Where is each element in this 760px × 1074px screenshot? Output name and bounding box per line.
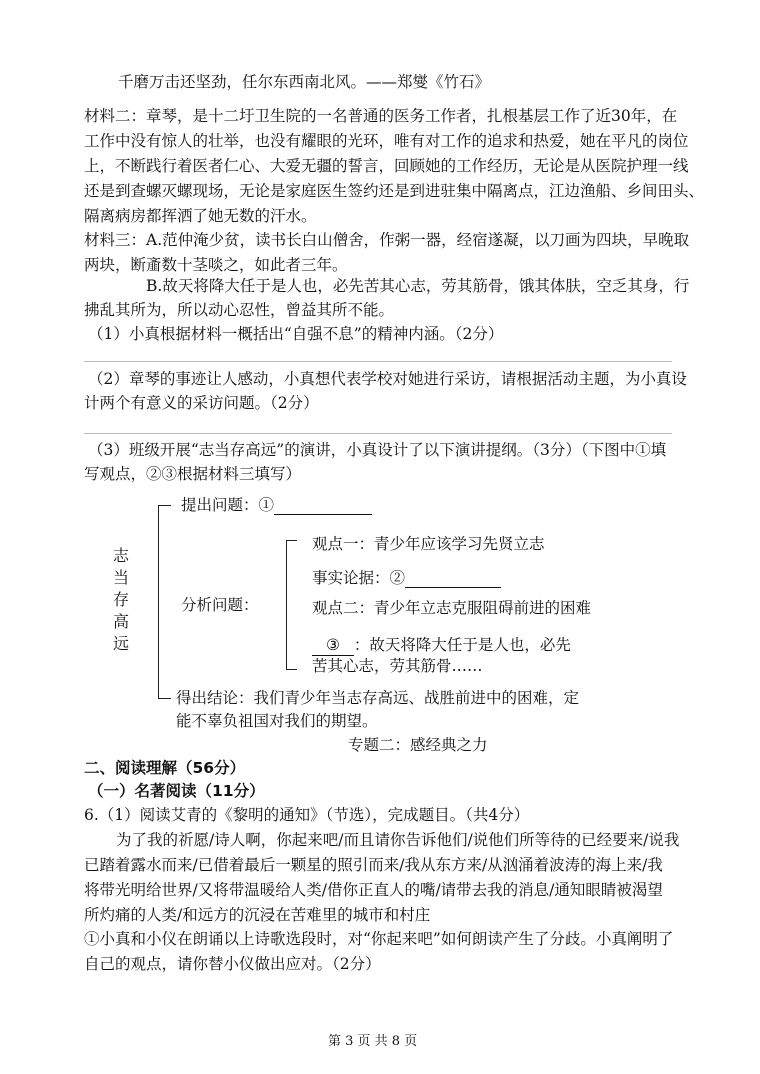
outline-blank-3[interactable]: ③: [312, 635, 354, 656]
material2-line-2: 工作中没有惊人的壮举，也没有耀眼的光环，唯有对工作的追求和热爱，她在平凡的岗位: [84, 132, 689, 150]
page-footer: 第 3 页 共 8 页: [328, 1034, 418, 1049]
outline-blank-1[interactable]: [274, 498, 372, 515]
subsection-1-heading: （一）名著阅读（11分）: [88, 782, 265, 800]
outline-view-2-quote-text: ：故天将降大任于是人也，必先: [353, 636, 571, 654]
outline-blank-2-marker: ②: [389, 569, 406, 587]
outline-blank-1-marker: ①: [258, 496, 275, 514]
outline-raise-label: 提出问题：: [181, 496, 259, 514]
answer-line-q1[interactable]: [84, 361, 672, 362]
section-2-heading: 二、阅读理解（56分）: [84, 759, 246, 777]
material3a-line-2: 两块，断齑数十茎啖之，如此者三年。: [84, 256, 348, 274]
outline-view-1: 观点一：青少年应该学习先贤立志: [312, 535, 545, 553]
outline-root-char-2: 当: [113, 568, 130, 587]
material3a-line-1: 材料三：A.范仲淹少贫，读书长白山僧舍，作粥一器，经宿遂凝，以刀画为四块，早晚取: [84, 231, 690, 249]
poem-excerpt-line-4: 所灼痛的人类/和远方的沉浸在苦难里的城市和村庄: [84, 906, 431, 924]
answer-line-q2[interactable]: [84, 433, 672, 434]
question-6: 6.（1）阅读艾青的《黎明的通知》（节选），完成题目。（共4分）: [84, 806, 530, 824]
outline-conclusion-line-1: 得出结论：我们青少年当志存高远、战胜前进中的困难，定: [176, 689, 580, 707]
outline-fact-label: 事实论据：: [312, 569, 390, 587]
outline-view-2: 观点二：青少年立志克服阻碍前进的困难: [312, 599, 592, 617]
outline-blank-2[interactable]: [405, 571, 501, 588]
topic-2-title: 专题二：感经典之力: [348, 736, 488, 754]
material2-line-1: 材料二：章琴，是十二圩卫生院的一名普通的医务工作者，扎根基层工作了近30年，在: [84, 107, 678, 125]
outline-root-char-3: 存: [113, 590, 130, 609]
question-6-sub-line-1: ①小真和小仪在朗诵以上诗歌选段时，对“你起来吧”如何朗读产生了分歧。小真阐明了: [84, 930, 674, 948]
material3b-line-2: 拂乱其所为，所以动心忍性，曾益其所不能。: [84, 301, 395, 319]
material2-line-3: 上，不断践行着医者仁心、大爱无疆的誓言，回顾她的工作经历，无论是从医院护理一线: [84, 157, 689, 175]
question-6-sub-line-2: 自己的观点，请你替小仪做出应对。（2分）: [84, 955, 381, 973]
outline-view-2-quote: [312, 635, 571, 656]
question-3-line-1: （3）班级开展“志当存高远”的演讲，小真设计了以下演讲提纲。（3分）（下图中①填: [88, 441, 667, 459]
material3b-line-1: B.故天将降大任于是人也，必先苦其心志，劳其筋骨，饿其体肤，空乏其身，行: [146, 277, 690, 295]
outline-root-char-4: 高: [113, 612, 130, 631]
poem-excerpt-line-2: 已踏着露水而来/已借着最后一颗星的照引而来/我从东方来/从汹涌着波涛的海上来/我: [84, 856, 663, 874]
outline-view-2-quote-line-2: 苦其心志，劳其筋骨……: [312, 657, 483, 675]
poem-excerpt-line-3: 将带光明给世界/又将带温暖给人类/借你正直人的嘴/请带去我的消息/通知眼睛被渴望: [84, 881, 663, 899]
outline-fact-evidence: [312, 568, 501, 588]
poem-quote-line: 千磨万击还坚劲，任尔东西南北风。——郑燮《竹石》: [118, 73, 491, 91]
outline-root-char-1: 志: [113, 546, 130, 565]
question-2-line-2: 计两个有意义的采访问题。（2分）: [84, 394, 319, 412]
material2-line-5: 隔离病房都挥洒了她无数的汗水。: [84, 207, 317, 225]
outline-raise-question: [181, 495, 372, 515]
poem-excerpt-line-1: 为了我的祈愿/诗人啊，你起来吧/而且请你告诉他们/说他们所等待的已经要来/说我: [116, 831, 680, 849]
outline-root-char-5: 远: [113, 634, 130, 653]
outline-main-brace: [158, 505, 171, 699]
outline-analyze-label: 分析问题：: [181, 596, 259, 614]
outline-sub-brace: [286, 540, 297, 670]
question-2-line-1: （2）章琴的事迹让人感动，小真想代表学校对她进行采访，请根据活动主题，为小真设: [88, 370, 687, 388]
material2-line-4: 还是到查螺灭螺现场，无论是家庭医生签约还是到进驻集中隔离点，江边渔船、乡间田头、: [84, 182, 705, 200]
outline-conclusion-line-2: 能不辜负祖国对我们的期望。: [176, 712, 378, 730]
question-1: （1）小真根据材料一概括出“自强不息”的精神内涵。（2分）: [88, 325, 504, 343]
question-3-line-2: 写观点，②③根据材料三填写）: [84, 465, 302, 483]
